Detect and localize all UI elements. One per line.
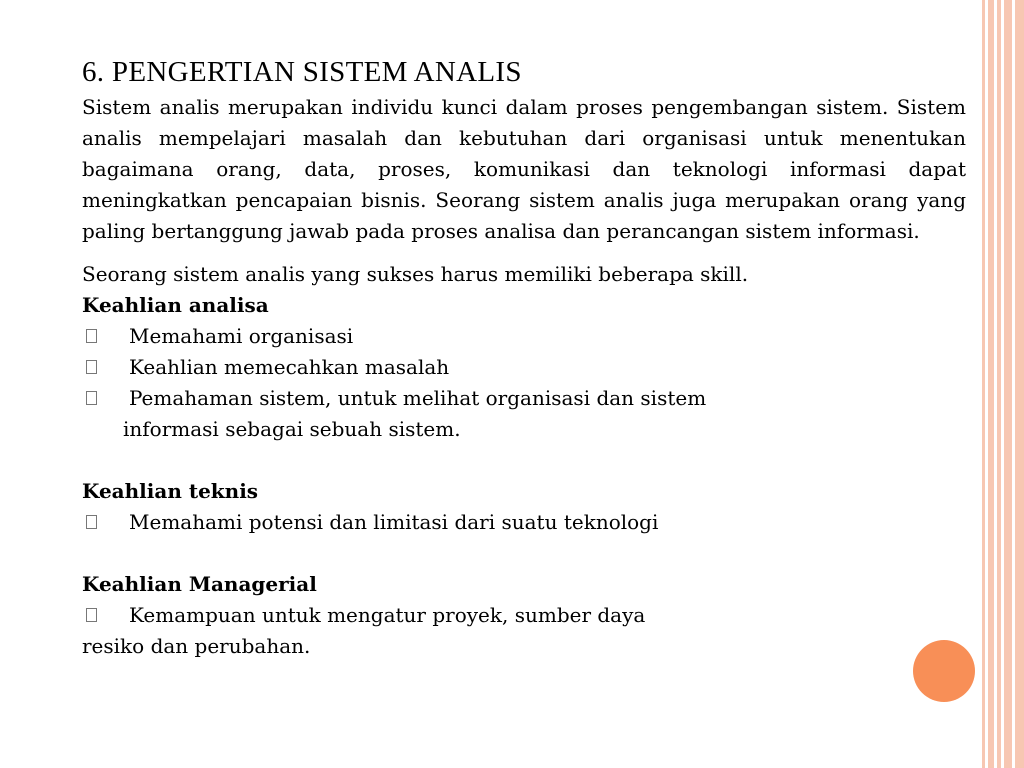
list-item-text: Memahami potensi dan limitasi dari suatu teknologi xyxy=(129,510,659,534)
list-item-text: Memahami organisasi xyxy=(129,324,354,348)
teknis-heading: Keahlian teknis xyxy=(82,479,259,503)
right-stripe xyxy=(1004,0,1012,768)
bullet-box-icon xyxy=(86,360,97,374)
right-stripe xyxy=(1015,0,1024,768)
list-item-continuation: informasi sebagai sebuah sistem. xyxy=(123,417,461,441)
skills-intro-paragraph: Seorang sistem analis yang sukses harus memiliki beberapa skill. xyxy=(82,262,749,286)
slide-title: 6. PENGERTIAN SISTEM ANALIS xyxy=(82,56,522,88)
right-stripe xyxy=(997,0,1001,768)
list-item-text: Pemahaman sistem, untuk melihat organisasi dan sistem xyxy=(129,386,707,410)
list-item xyxy=(82,600,966,631)
list-item-text: Kemampuan untuk mengatur proyek, sumber daya xyxy=(129,603,646,627)
list-item xyxy=(82,507,966,538)
bullet-box-icon xyxy=(86,329,97,343)
bullet-box-icon xyxy=(86,391,97,405)
right-stripe xyxy=(982,0,985,768)
managerial-heading: Keahlian Managerial xyxy=(82,572,317,596)
list-item xyxy=(82,321,966,352)
definition-paragraph: Sistem analis merupakan individu kunci dalam proses pengembangan sistem. Sistem analis mempelajari masalah dan kebutuhan dari organisasi untuk menentukan bagaimana orang, data, proses, komunikasi dan teknologi informasi dapat meningkatkan pencapaian bisnis. Seorang sistem analis juga merupakan orang yang paling bertanggung jawab pada proses analisa dan perancangan sistem informasi. xyxy=(82,95,966,243)
list-item xyxy=(82,383,966,445)
right-stripe xyxy=(988,0,994,768)
slide-content xyxy=(82,52,966,662)
analisa-heading: Keahlian analisa xyxy=(82,293,269,317)
bullet-box-icon xyxy=(86,608,97,622)
list-item xyxy=(82,352,966,383)
bullet-box-icon xyxy=(86,515,97,529)
managerial-continuation: resiko dan perubahan. xyxy=(82,634,311,658)
list-item-text: Keahlian memecahkan masalah xyxy=(129,355,450,379)
